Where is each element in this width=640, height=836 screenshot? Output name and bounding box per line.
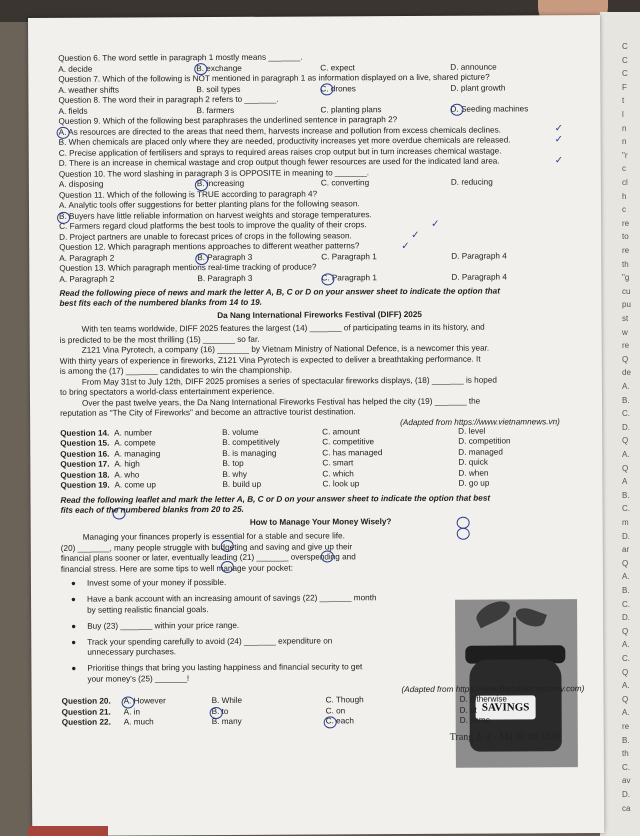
next-page-fragment: C <box>622 55 628 65</box>
question-12-option-a[interactable]: A. Paragraph 2 <box>59 253 115 263</box>
news-line-8: Over the past twelve years, the Da Nang International Fireworks Festival has helped the city (19) _______ the <box>81 396 481 408</box>
tip-line-7: Prioritise things that bring you lasting happiness and financial security to get <box>87 662 363 673</box>
question-19-option-b[interactable]: B. build up <box>222 479 262 489</box>
answer-circle <box>457 528 470 540</box>
question-10-option-d[interactable]: D. reducing <box>450 177 493 187</box>
question-15-option-a[interactable]: A. compete <box>114 438 156 448</box>
question-6-stem: Question 6. The word settle in paragraph 1 mostly means _______. <box>58 52 303 63</box>
next-page-fragment: re <box>622 218 630 228</box>
news-line-9: reputation as "The City of Fireworks" and become an attractive tourist destination. <box>60 407 356 418</box>
next-page-fragment: C <box>622 69 628 79</box>
question-17-option-c[interactable]: C. smart <box>322 458 354 468</box>
bullet-icon: ● <box>70 578 76 588</box>
next-page-fragment: "r <box>622 150 628 160</box>
question-14-option-b[interactable]: B. volume <box>222 427 259 437</box>
question-8-option-b[interactable]: B. farmers <box>196 105 235 115</box>
tip-line-4: Buy (23) _______ within your price range. <box>87 620 240 631</box>
question-19-option-d[interactable]: D. go up <box>458 478 490 488</box>
question-21-option-b[interactable]: B. to <box>211 706 229 716</box>
question-11-option-b: B. Buyers have little reliable information on harvest weights and storage temperatures. <box>59 209 372 221</box>
next-page-fragment: A. <box>622 382 630 391</box>
question-14-option-d[interactable]: D. level <box>458 426 486 436</box>
leaflet-line-4: financial stress. Here are some tips to well manage your pocket: <box>60 563 293 574</box>
next-page-fragment: Q <box>622 667 629 677</box>
next-page-fragment: n <box>622 123 627 133</box>
next-page-fragment: A <box>622 477 628 487</box>
question-9-option-a: A. As resources are directed to the areas that need them, harvests increase and pollution from excess chemicals declines. <box>58 125 501 137</box>
news-line-1: With ten teams worldwide, DIFF 2025 features the largest (14) _______ of participating teams in its history, and <box>81 322 485 334</box>
question-12-stem: Question 12. Which paragraph mentions approaches to different weather patterns? <box>59 241 360 252</box>
question-15-option-d[interactable]: D. competition <box>458 436 511 446</box>
check-mark-icon: ✓ <box>401 241 410 253</box>
question-21-option-d[interactable]: D. at <box>459 705 477 715</box>
desk-edge <box>28 826 108 836</box>
next-page-fragment: C. <box>622 762 630 772</box>
question-9-stem: Question 9. Which of the following best paraphrases the underlined sentence in paragraph 2? <box>58 115 398 126</box>
next-page-fragment: A. <box>622 450 630 459</box>
leaflet-source: (Adapted from https://www.thebalancemoney.com) <box>401 684 585 695</box>
savings-label: SAVINGS <box>476 695 536 719</box>
question-9-option-c: C. Precise application of fertilisers and sprays to required areas raises crop output but in turn increases chemical wastage. <box>58 146 502 158</box>
question-18-option-d[interactable]: D. when <box>458 468 489 478</box>
question-21-option-c[interactable]: C. on <box>325 705 346 715</box>
tip-line-1: Invest some of your money if possible. <box>86 577 227 588</box>
answer-circle <box>194 63 207 75</box>
answer-circle <box>57 127 70 139</box>
next-page-fragment: C <box>622 42 628 51</box>
answer-circle <box>324 716 337 728</box>
next-page-fragment: w <box>622 327 628 337</box>
next-page-fragment: C. <box>622 654 630 663</box>
question-16-option-b[interactable]: B. is managing <box>222 448 277 458</box>
question-14-option-a[interactable]: A. number <box>114 427 152 438</box>
news-title: Da Nang International Fireworks Festival (DIFF) 2025 <box>217 309 422 321</box>
question-18-option-a[interactable]: A. who <box>114 469 140 480</box>
bullet-icon: ● <box>71 594 76 604</box>
next-page-fragment: cu <box>622 286 631 296</box>
instructions-part-1b: best fits each of the numbered blanks from 14 to 19. <box>59 297 262 308</box>
question-10-stem: Question 10. The word slashing in paragraph 3 is OPPOSITE in meaning to _______. <box>58 167 370 179</box>
question-20-label: Question 20. <box>61 696 111 706</box>
question-8-option-a[interactable]: A. fields <box>58 106 88 116</box>
next-page-fragment: th <box>622 259 629 269</box>
next-page-fragment: D. <box>622 531 630 541</box>
exam-page <box>28 15 604 836</box>
next-page-fragment: Q <box>622 694 629 704</box>
question-12-option-d[interactable]: D. Paragraph 4 <box>451 250 507 261</box>
leaflet-line-1: Managing your finances properly is essential for a stable and secure life. <box>82 531 345 542</box>
question-12-option-b[interactable]: B. Paragraph 3 <box>197 252 253 262</box>
tip-line-2: Have a bank account with an increasing amount of savings (22) _______ month <box>87 593 377 604</box>
answer-circle <box>321 273 334 285</box>
question-20-option-a[interactable]: A. However <box>123 696 166 706</box>
next-page-fragment: B. <box>622 735 630 745</box>
question-11-option-d: D. Project partners are unable to forecast prices of crops in the following season. <box>59 230 352 242</box>
leaflet-title: How to Manage Your Money Wisely? <box>249 517 392 527</box>
next-page-fragment: A. <box>622 572 630 582</box>
instructions-part-2b: fits each of the numbered blanks from 20 to 25. <box>60 504 244 515</box>
next-page-fragment: t <box>622 96 625 106</box>
next-page-fragment: re <box>622 246 630 255</box>
next-page-fragment: l <box>622 110 624 119</box>
next-page-fragment: D. <box>622 790 630 799</box>
bullet-icon: ● <box>71 663 77 673</box>
next-page-fragment: "g <box>622 273 630 283</box>
instructions-part-1a: Read the following piece of news and mark the letter A, B, C or D on your answer sheet to indicate the option that <box>59 286 500 298</box>
leaf-icon <box>473 597 513 629</box>
question-17-option-d[interactable]: D. quick <box>458 457 488 467</box>
check-mark-icon: ✓ <box>554 134 564 146</box>
next-page-fragment: D. <box>622 422 630 432</box>
instructions-part-2a: Read the following leaflet and mark the letter A, B, C or D on your answer sheet to indicate the option that best <box>60 493 491 505</box>
news-line-3: Z121 Vina Pyrotech, a company (16) _______ by Vietnam Ministry of National Defence, is a newcomer this year. <box>81 343 490 355</box>
news-source: (Adapted from https://www.vietnamnews.vn) <box>400 416 560 427</box>
question-6-option-d[interactable]: D. announce <box>450 62 497 72</box>
question-7-option-b[interactable]: B. soil types <box>196 84 241 94</box>
question-16-option-a[interactable]: A. managing <box>114 448 161 459</box>
news-line-7: to bring spectators a world-class entertainment experience. <box>59 386 275 397</box>
question-7-option-c[interactable]: C. drones <box>320 83 356 93</box>
check-mark-icon: ✓ <box>431 218 440 230</box>
next-page-fragment: re <box>622 341 630 351</box>
question-16-label: Question 16. <box>60 449 110 459</box>
question-19-label: Question 19. <box>60 480 110 490</box>
check-mark-icon: ✓ <box>411 229 420 241</box>
bullet-icon: ● <box>71 637 77 647</box>
check-mark-icon: ✓ <box>554 155 564 167</box>
next-page-fragment: av <box>622 776 631 786</box>
answer-circle <box>210 706 223 718</box>
question-8-option-c[interactable]: C. planting plans <box>320 104 382 114</box>
next-page-fragment: A. <box>622 640 630 650</box>
question-6-option-a[interactable]: A. decide <box>58 64 93 74</box>
question-20-option-c[interactable]: C. Though <box>325 695 364 705</box>
question-10-option-c[interactable]: C. converting <box>320 178 370 188</box>
next-page-fragment: C. <box>622 504 630 514</box>
next-page-fragment: Q <box>622 436 629 446</box>
question-15-option-b[interactable]: B. competitively <box>222 437 280 447</box>
question-21-label: Question 21. <box>61 707 111 717</box>
next-page-fragment: h <box>622 191 627 201</box>
question-18-option-b[interactable]: B. why <box>222 469 247 479</box>
question-20-option-b[interactable]: B. While <box>211 695 243 706</box>
question-17-option-b[interactable]: B. top <box>222 458 244 468</box>
answer-circle <box>450 104 463 116</box>
question-15-label: Question 15. <box>60 438 110 448</box>
news-line-2: is predicted to be the most thrilling (15) _______ so far. <box>59 334 260 345</box>
question-22-option-c[interactable]: C. each <box>325 716 354 726</box>
next-page-fragment: B. <box>622 395 630 405</box>
answer-circle <box>122 696 135 708</box>
next-page-fragment: m <box>622 518 629 527</box>
question-17-label: Question 17. <box>60 459 110 469</box>
question-18-label: Question 18. <box>60 470 110 480</box>
question-13-option-d[interactable]: D. Paragraph 4 <box>451 271 507 282</box>
question-22-option-a[interactable]: A. much <box>123 717 154 727</box>
news-line-5: is among the (17) _______ candidates to win the championship. <box>59 365 293 376</box>
answer-circle <box>57 212 70 224</box>
question-22-option-b[interactable]: B. many <box>211 716 242 727</box>
question-22-label: Question 22. <box>61 717 111 727</box>
next-page-fragment: ar <box>622 545 630 555</box>
next-page-fragment: B. <box>622 586 630 595</box>
next-page-fragment: Q <box>622 558 629 568</box>
next-page-fragment: de <box>622 368 631 378</box>
news-line-4: With thirty years of experience in fireworks, Z121 Vina Pyrotech is expected to deliver a breathtaking performance. It <box>59 354 481 366</box>
question-7-option-d[interactable]: D. plant growth <box>450 83 506 93</box>
page-content <box>58 51 585 743</box>
question-12-option-c[interactable]: C. Paragraph 1 <box>321 251 377 261</box>
question-13-option-c[interactable]: C. Paragraph 1 <box>321 272 377 282</box>
leaf-icon <box>513 605 547 630</box>
tip-line-8: your money's (25) _______! <box>87 673 190 684</box>
question-20-option-d[interactable]: D. Otherwise <box>459 694 507 704</box>
next-page-fragment: cl <box>622 178 628 187</box>
question-10-option-a[interactable]: A. disposing <box>58 179 104 189</box>
question-6-option-b[interactable]: B. exchange <box>196 63 242 73</box>
plant-stem <box>513 617 516 647</box>
question-11-option-a: A. Analytic tools offer suggestions for better planting plans for the following season. <box>58 199 360 210</box>
tip-line-5: Track your spending carefully to avoid (24) _______ expenditure on <box>87 635 333 647</box>
question-15-option-c[interactable]: C. competitive <box>322 437 375 447</box>
next-page-fragment: A. <box>622 708 630 718</box>
answer-circle <box>320 83 333 95</box>
next-page-fragment: ca <box>622 803 631 813</box>
next-page-fragment: c <box>622 164 626 174</box>
next-page-fragment: st <box>622 314 629 323</box>
next-page-fragment: F <box>622 82 627 92</box>
next-page-fragment: Q <box>622 626 629 636</box>
question-13-option-a[interactable]: A. Paragraph 2 <box>59 274 115 284</box>
next-page-fragment: pu <box>622 300 631 310</box>
question-22-option-d[interactable]: D. some <box>459 715 491 725</box>
bullet-icon: ● <box>71 621 77 631</box>
next-page-edge <box>600 12 640 836</box>
question-11-option-c: C. Farmers regard cloud platforms the best tools to improve the quality of their crops. <box>59 220 367 231</box>
question-14-option-c[interactable]: C. amount <box>322 426 360 436</box>
question-13-stem: Question 13. Which paragraph mentions real-time tracking of produce? <box>59 262 317 273</box>
next-page-fragment: to <box>622 232 629 242</box>
leaflet-line-2: (20) _______, many people struggle with budgeting and saving and give up their <box>60 541 353 553</box>
news-line-6: From May 31st to July 12th, DIFF 2025 promises a series of spectacular fireworks displays, (18) _______ is hoped <box>81 375 497 387</box>
next-page-fragment: B. <box>622 490 630 500</box>
tip-line-3: by setting realistic financial goals. <box>87 604 209 615</box>
question-6-option-c[interactable]: C. expect <box>320 62 355 72</box>
next-page-fragment: Q <box>622 463 629 473</box>
next-page-fragment: re <box>622 722 630 731</box>
next-page-fragment: D. <box>622 613 630 623</box>
question-9-option-b: B. When chemicals are placed only where they are needed, productivity increases yet more overdue chemicals are released. <box>58 135 511 147</box>
next-page-fragment: A. <box>622 681 630 691</box>
question-9-option-d: D. There is an increase in chemical wastage and crop output though fewer resources are used for the indicated land area. <box>58 156 500 168</box>
next-page-fragment: C. <box>622 409 630 419</box>
page-footer: Trang 2/ 4 - Mã đề thi 1128 <box>449 730 560 743</box>
next-page-fragment: C. <box>622 599 630 609</box>
question-7-option-a[interactable]: A. weather shifts <box>58 85 119 95</box>
next-page-fragment: n <box>622 137 627 147</box>
question-13-option-b[interactable]: B. Paragraph 3 <box>197 273 253 283</box>
question-8-option-d[interactable]: D. Seeding machines <box>450 103 529 114</box>
next-page-fragment: th <box>622 749 629 759</box>
question-17-option-a[interactable]: A. high <box>114 459 140 469</box>
leaflet-line-3: financial plans sooner or later, eventually leading (21) _______ overspending and <box>60 552 356 563</box>
question-21-option-a[interactable]: A. in <box>123 706 141 717</box>
question-18-option-c[interactable]: C. which <box>322 468 354 478</box>
question-11-stem: Question 11. Which of the following is TRUE according to paragraph 4? <box>58 188 318 200</box>
next-page-fragment: c <box>622 205 626 215</box>
question-14-label: Question 14. <box>60 428 110 438</box>
question-8-stem: Question 8. The word their in paragraph 2 refers to _______. <box>58 94 279 105</box>
question-16-option-c[interactable]: C. has managed <box>322 447 383 457</box>
tip-line-6: unnecessary purchases. <box>87 647 177 657</box>
check-mark-icon: ✓ <box>554 123 564 135</box>
question-10-option-b[interactable]: B. increasing <box>196 178 245 189</box>
question-19-option-c[interactable]: C. look up <box>322 479 360 489</box>
question-19-option-a[interactable]: A. come up <box>114 480 156 490</box>
question-16-option-d[interactable]: D. managed <box>458 447 503 457</box>
next-page-fragment: Q <box>622 354 629 364</box>
question-7-stem: Question 7. Which of the following is NOT mentioned in paragraph 1 as information displayed on a live, shared picture? <box>58 72 490 84</box>
